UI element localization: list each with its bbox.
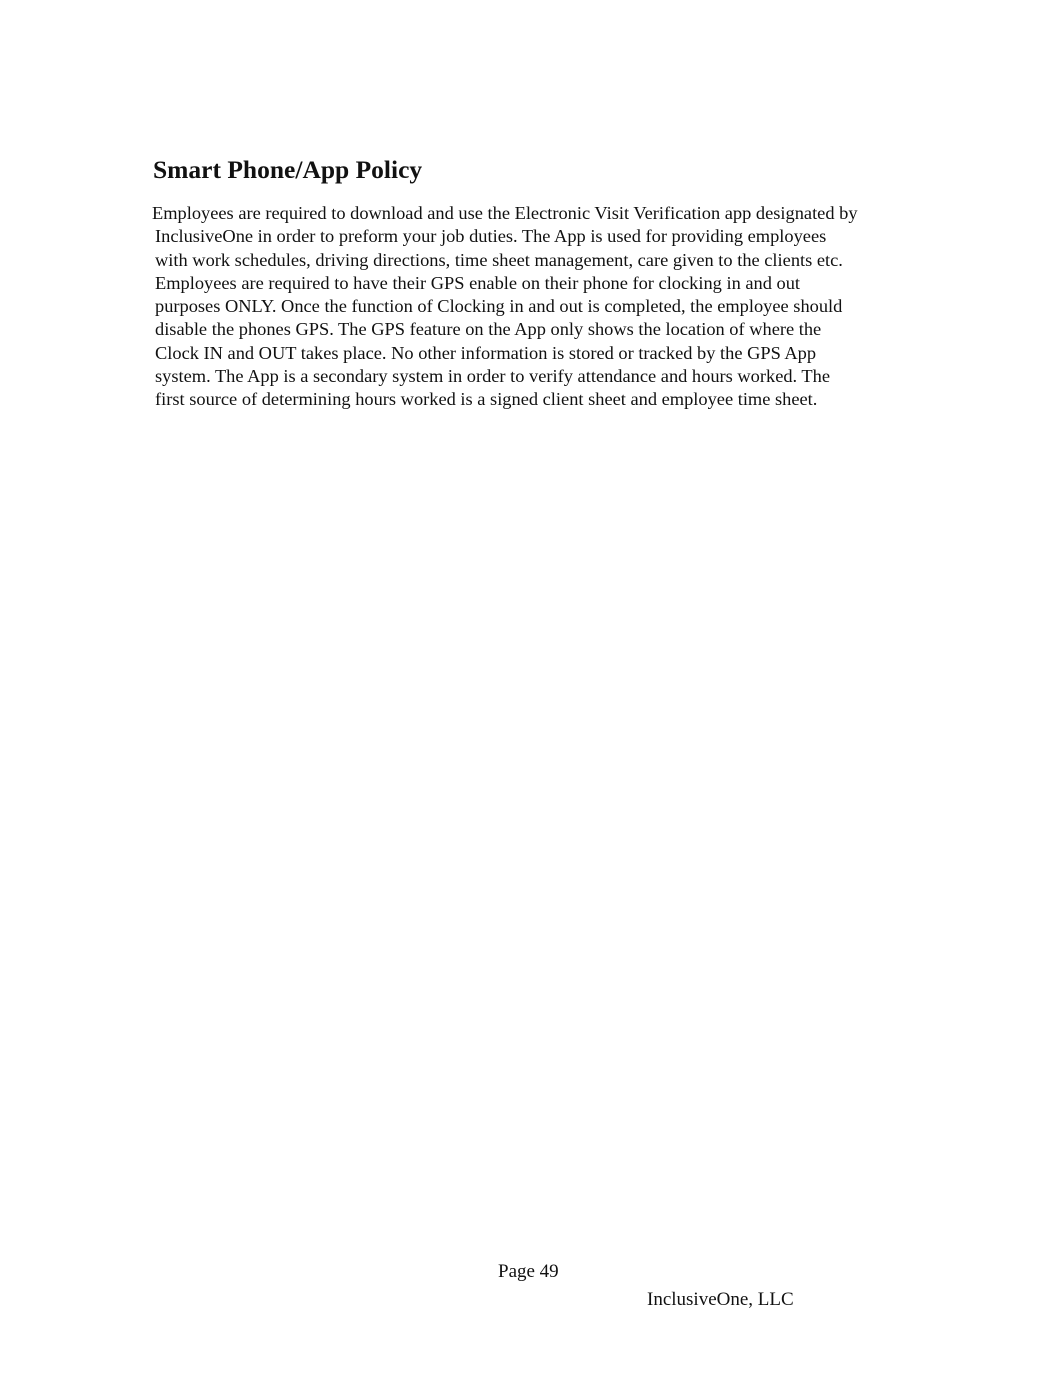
page-number: Page 49 <box>498 1261 559 1282</box>
paragraph-line: Clock IN and OUT takes place. No other information is stored or tracked by the GPS App <box>155 342 817 363</box>
policy-paragraph <box>152 202 858 412</box>
paragraph-line: disable the phones GPS. The GPS feature on the App only shows the location of where the <box>155 319 822 340</box>
paragraph-line: Employees are required to have their GPS enable on their phone for clocking in and out <box>155 272 801 293</box>
paragraph-line: InclusiveOne in order to preform your job duties. The App is used for providing employees <box>155 226 827 247</box>
section-heading: Smart Phone/App Policy <box>153 155 423 184</box>
paragraph-line: first source of determining hours worked is a signed client sheet and employee time sheet. <box>155 389 818 410</box>
paragraph-line: purposes ONLY. Once the function of Clocking in and out is completed, the employee should <box>155 296 843 317</box>
footer-company-name: InclusiveOne, LLC <box>647 1289 794 1310</box>
paragraph-line: with work schedules, driving directions, time sheet management, care given to the clients etc. <box>155 249 843 270</box>
paragraph-line: Employees are required to download and use the Electronic Visit Verification app designated by <box>152 203 858 223</box>
paragraph-line: system. The App is a secondary system in order to verify attendance and hours worked. The <box>155 366 831 387</box>
